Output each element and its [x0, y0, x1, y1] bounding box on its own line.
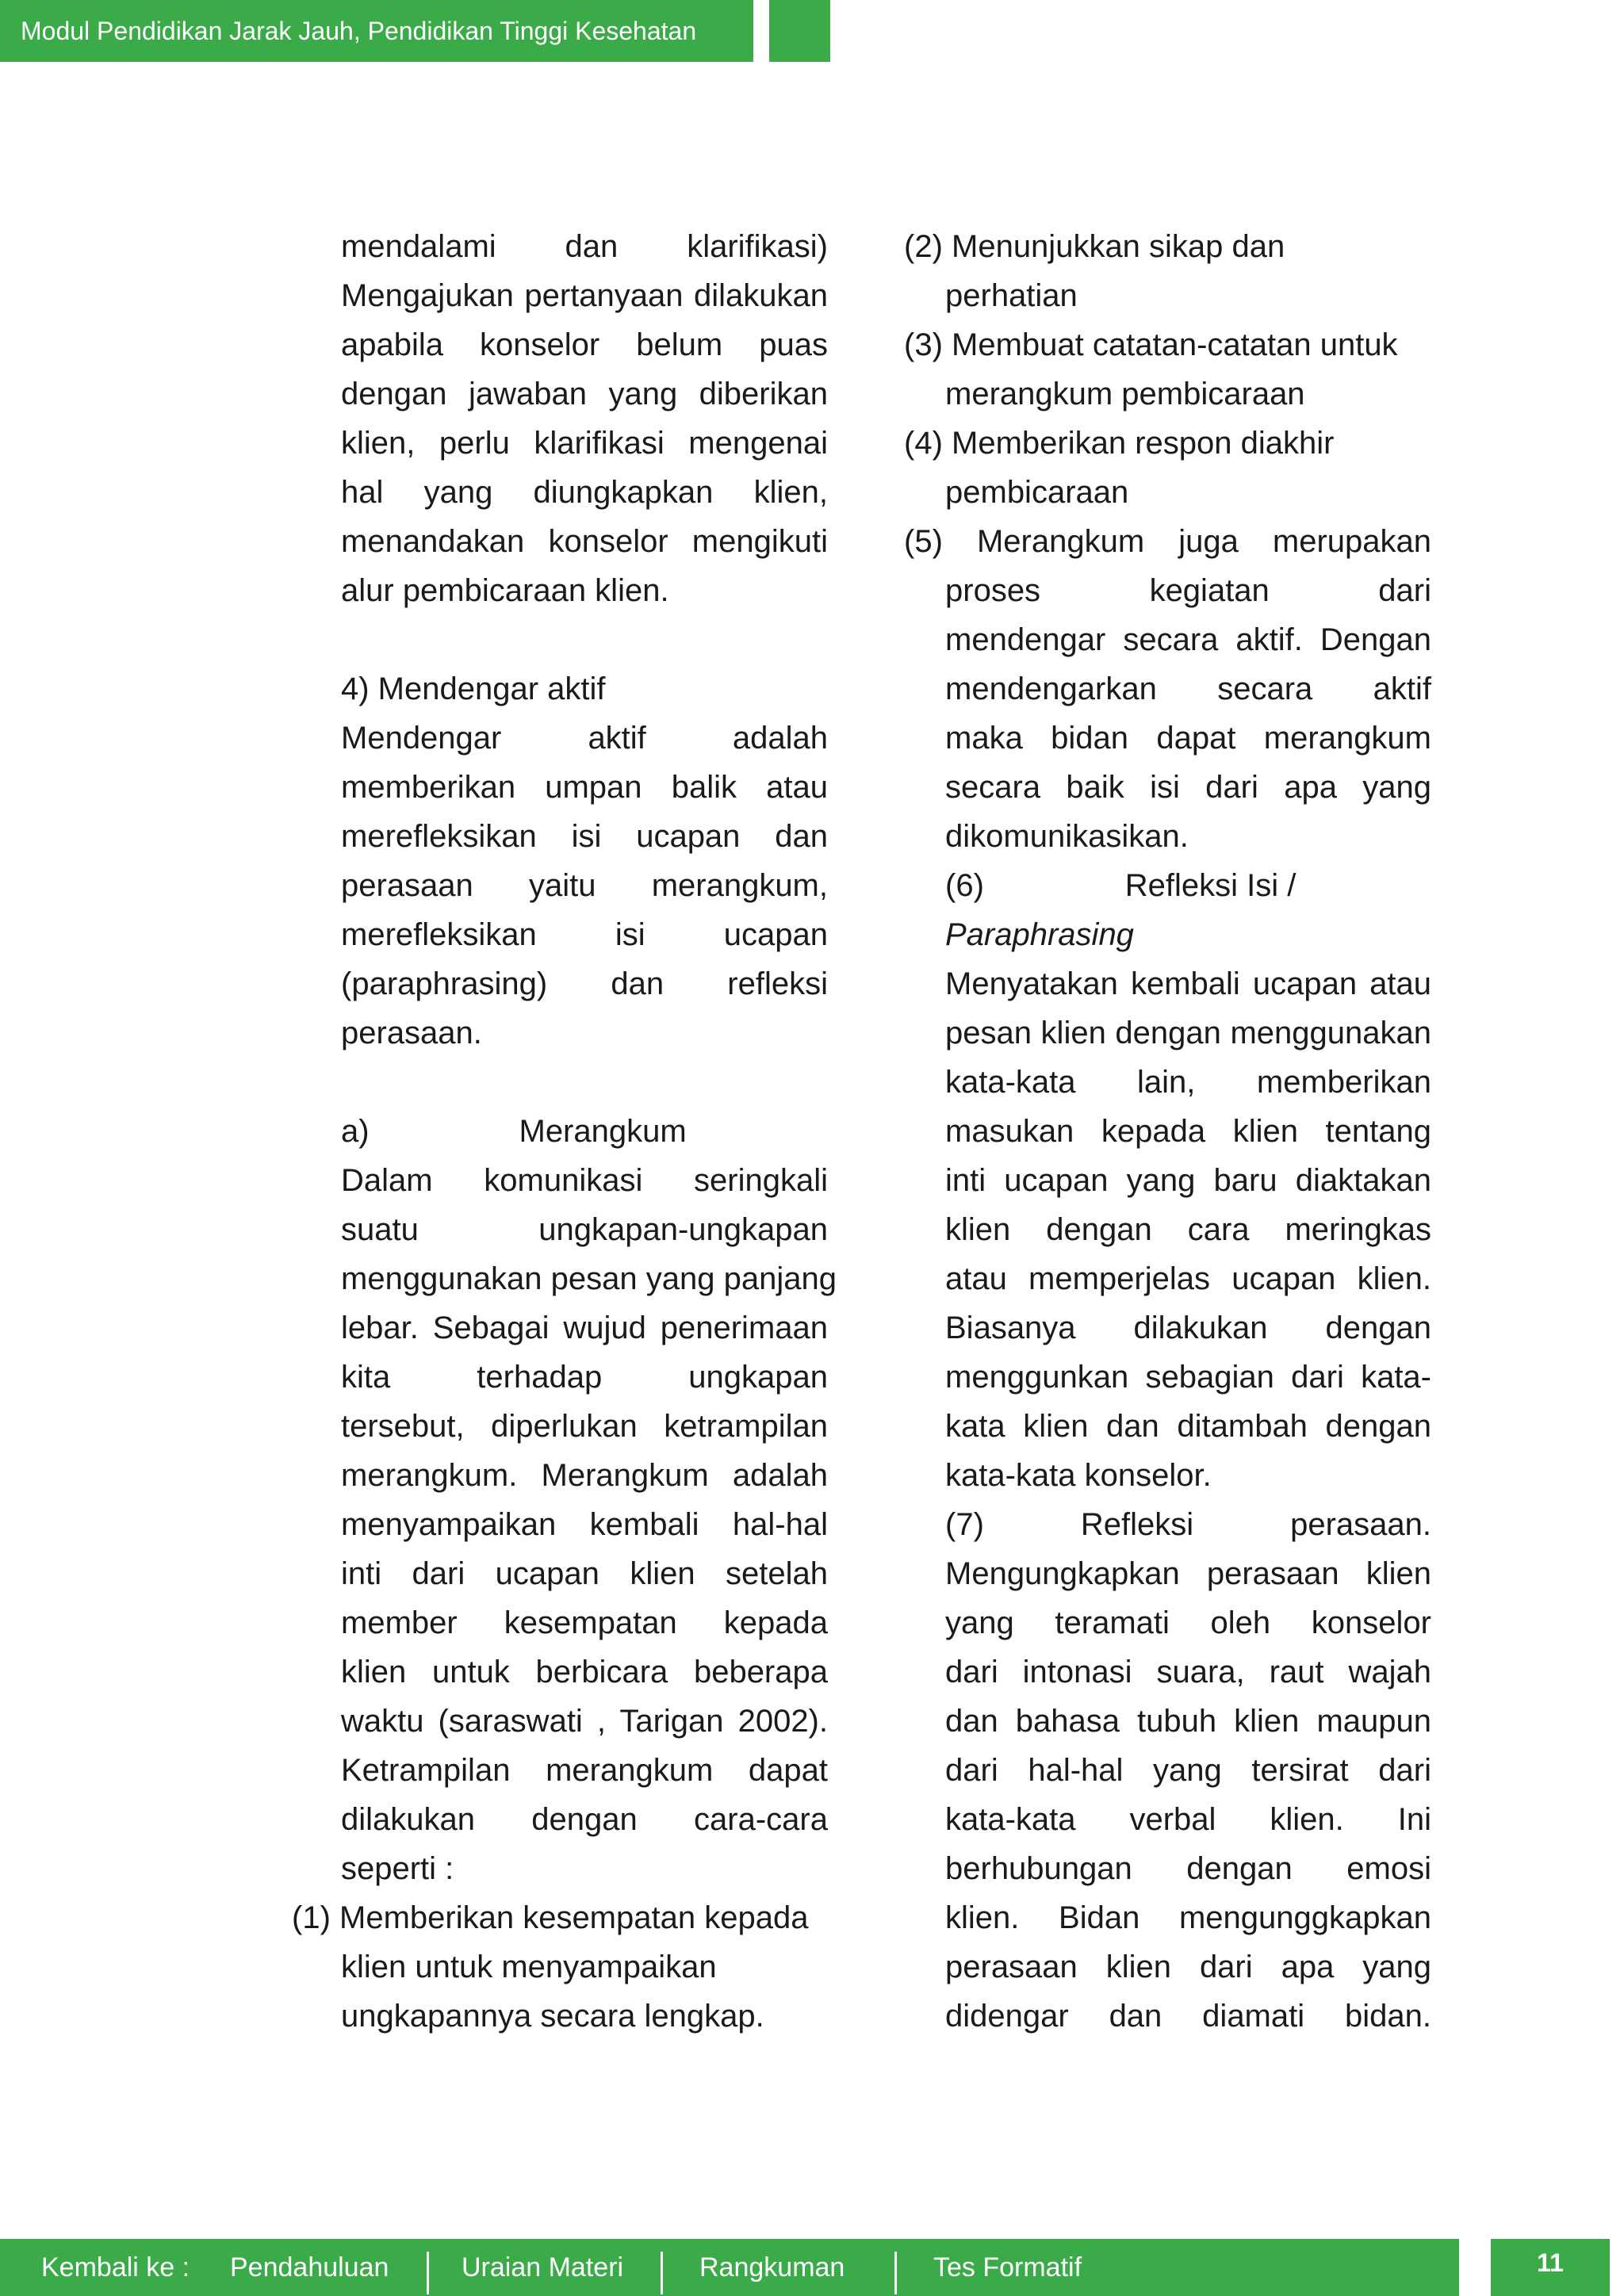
right-column-line: klien. Bidan mengunggkapkan [945, 1900, 1431, 1935]
right-column-line [904, 910, 1431, 959]
left-column-line: (paraphrasing) dan refleksi [341, 966, 828, 1001]
left-column-line: klien, perlu klarifikasi mengenai [341, 426, 828, 461]
module-title-bar [0, 0, 753, 62]
left-column-line: Dalam komunikasi seringkali [341, 1163, 828, 1198]
right-column-line: (6) Refleksi Isi / [945, 868, 1297, 903]
page-number: 11 [1491, 2239, 1610, 2296]
right-column-line: merangkum pembicaraan [945, 377, 1305, 411]
right-column-line: secara baik isi dari apa yang [945, 770, 1431, 805]
right-column-line: dari hal-hal yang tersirat dari [945, 1753, 1431, 1788]
left-column-line: ungkapannya secara lengkap. [341, 1999, 764, 2034]
right-column-line: yang teramati oleh konselor [945, 1605, 1431, 1640]
left-column-line: klien untuk berbicara beberapa [341, 1655, 828, 1689]
right-column-line: kata klien dan ditambah dengan [945, 1409, 1431, 1444]
right-column-line: (2) Menunjukkan sikap dan [904, 229, 1285, 264]
left-column-line: mendalami dan klarifikasi) [341, 229, 828, 264]
paragraph-gap [341, 615, 828, 664]
left-column-line: perasaan. [341, 1016, 482, 1050]
left-column-line: menyampaikan kembali hal-hal [341, 1507, 828, 1542]
right-column-line: atau memperjelas ucapan klien. [945, 1261, 1431, 1296]
right-column-line: perhatian [945, 278, 1078, 313]
left-column-line: dengan jawaban yang diberikan [341, 377, 828, 411]
right-column-line: masukan kepada klien tentang [945, 1114, 1431, 1149]
nav-link-pendahuluan[interactable]: Pendahuluan [230, 2252, 389, 2283]
left-column-line: a) Merangkum [341, 1114, 687, 1149]
left-column-line: tersebut, diperlukan ketrampilan [341, 1409, 828, 1444]
right-column-line: pembicaraan [945, 475, 1129, 510]
right-column-line: didengar dan diamati bidan. [945, 1999, 1431, 2034]
italic-term: Paraphrasing [945, 917, 1134, 952]
left-column-line: 4) Mendengar aktif [341, 672, 606, 706]
nav-separator [661, 2252, 663, 2294]
left-column-line: merangkum. Merangkum adalah [341, 1458, 828, 1493]
right-column-line: proses kegiatan dari [945, 573, 1431, 608]
left-column-line: klien untuk menyampaikan [341, 1950, 717, 1984]
right-column-line: mendengarkan secara aktif [945, 672, 1431, 706]
right-column-line: perasaan klien dari apa yang [945, 1950, 1431, 1984]
left-column-line: Ketrampilan merangkum dapat [341, 1753, 828, 1788]
right-text-column [904, 222, 1431, 2041]
left-column-line: merefleksikan isi ucapan [341, 917, 828, 952]
right-column-line: kata-kata lain, memberikan [945, 1065, 1431, 1100]
footer-nav-bar [0, 2239, 1459, 2296]
left-column-line: inti dari ucapan klien setelah [341, 1556, 828, 1591]
right-column-line: pesan klien dengan menggunakan [945, 1016, 1431, 1050]
right-column-line: mendengar secara aktif. Dengan [945, 622, 1431, 657]
nav-separator [894, 2252, 897, 2294]
right-column-line: dan bahasa tubuh klien maupun [945, 1704, 1431, 1739]
left-column-line: seperti : [341, 1851, 454, 1886]
right-column-line: kata-kata konselor. [945, 1458, 1212, 1493]
right-column-line: (4) Memberikan respon diakhir [904, 426, 1335, 461]
left-column-line: memberikan umpan balik atau [341, 770, 828, 805]
left-column-line: merefleksikan isi ucapan dan [341, 819, 828, 854]
left-column-line: menandakan konselor mengikuti [341, 524, 828, 559]
right-column-line: Menyatakan kembali ucapan atau [945, 966, 1431, 1001]
back-to-label: Kembali ke : [41, 2252, 190, 2283]
right-column-line: menggunkan sebagian dari kata- [945, 1360, 1431, 1395]
left-text-column [292, 222, 837, 2041]
right-column-line: (3) Membuat catatan-catatan untuk [904, 327, 1398, 362]
right-column-line: Mengungkapkan perasaan klien [945, 1556, 1431, 1591]
left-column-line: lebar. Sebagai wujud penerimaan [341, 1311, 828, 1345]
header-accent-block [769, 0, 830, 62]
right-column-line: maka bidan dapat merangkum [945, 721, 1431, 756]
left-column-line: apabila konselor belum puas [341, 327, 828, 362]
paragraph-gap [341, 1058, 828, 1107]
nav-link-rangkuman[interactable]: Rangkuman [699, 2252, 845, 2283]
left-column-line: menggunakan pesan yang panjang [341, 1261, 837, 1296]
right-column-line: Biasanya dilakukan dengan [945, 1311, 1431, 1345]
nav-link-tes-formatif[interactable]: Tes Formatif [933, 2252, 1082, 2283]
left-column-line: alur pembicaraan klien. [341, 573, 669, 608]
left-column-line: perasaan yaitu merangkum, [341, 868, 828, 903]
left-column-line: Mengajukan pertanyaan dilakukan [341, 278, 828, 313]
right-column-line: inti ucapan yang baru diaktakan [945, 1163, 1431, 1198]
nav-separator [427, 2252, 429, 2294]
left-column-line: Mendengar aktif adalah [341, 721, 828, 756]
nav-link-uraian-materi[interactable]: Uraian Materi [462, 2252, 624, 2283]
left-column-line: kita terhadap ungkapan [341, 1360, 828, 1395]
left-column-line: member kesempatan kepada [341, 1605, 828, 1640]
right-column-line: klien dengan cara meringkas [945, 1212, 1431, 1247]
left-column-line: (1) Memberikan kesempatan kepada [292, 1900, 809, 1935]
right-column-line: dikomunikasikan. [945, 819, 1189, 854]
right-column-line: (7) Refleksi perasaan. [945, 1507, 1431, 1542]
right-column-line: kata-kata verbal klien. Ini [945, 1802, 1431, 1837]
left-column-line: waktu (saraswati , Tarigan 2002). [341, 1704, 828, 1739]
left-column-line: suatu ungkapan-ungkapan [341, 1212, 828, 1247]
right-column-line: (5) Merangkum juga merupakan [904, 524, 1431, 559]
left-column-line: hal yang diungkapkan klien, [341, 475, 828, 510]
right-column-line: berhubungan dengan emosi [945, 1851, 1431, 1886]
left-column-line: dilakukan dengan cara-cara [341, 1802, 828, 1837]
right-column-line: dari intonasi suara, raut wajah [945, 1655, 1431, 1689]
module-title: Modul Pendidikan Jarak Jauh, Pendidikan Tinggi Kesehatan [21, 17, 697, 45]
